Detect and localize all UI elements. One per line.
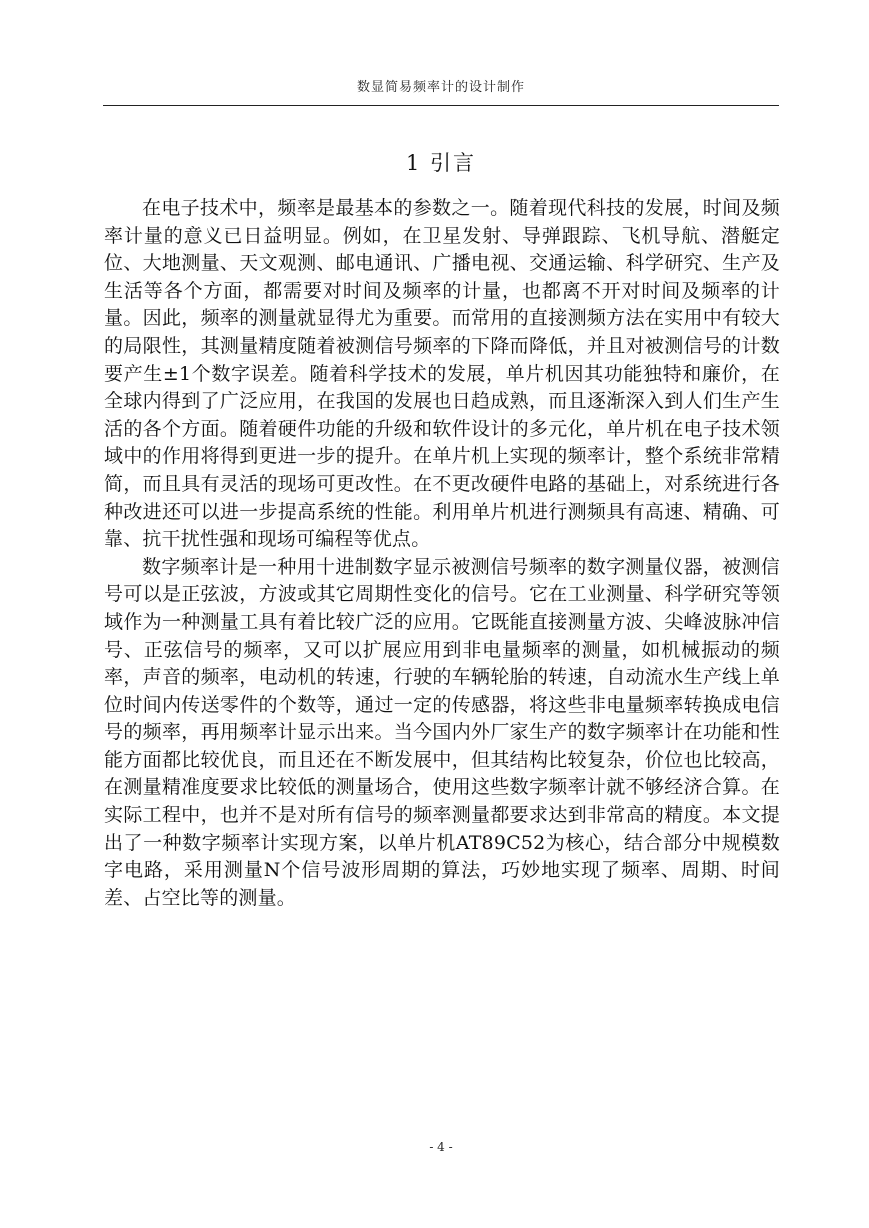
paragraph-intro: 在电子技术中，频率是最基本的参数之一。随着现代科技的发展，时间及频率计量的意义已日益明显。例如，在卫星发射、导弹跟踪、飞机导航、潜艇定位、大地测量、天文观测、邮电通讯、广播电视、交通运输、科学研究、生产及生活等各个方面，都需要对时间及频率的计量，也都离不开对时间及频率的计量。因此，频率的测量就显得尤为重要。而常用的直接测频方法在实用中有较大的局限性，其测量精度随着被测信号频率的下降而降低，并且对被测信号的计数要产生±1个数字误差。随着科学技术的发展，单片机因其功能独特和廉价，在全球内得到了广泛应用，在我国的发展也日趋成熟，而且逐渐深入到人们生产生活的各个方面。随着硬件功能的升级和软件设计的多元化，单片机在电子技术领域中的作用将得到更进一步的提升。在单片机上实现的频率计，整个系统非常精简，而且具有灵活的现场可更改性。在不更改硬件电路的基础上，对系统进行各种改进还可以进一步提高系统的性能。利用单片机进行测频具有高速、精确、可靠、抗干扰性强和现场可编程等优点。: [104, 197, 780, 551]
page-number: - 4 -: [429, 1140, 453, 1154]
section-title: 1 引言: [405, 151, 477, 175]
paragraph-frequency-meter: 数字频率计是一种用十进制数字显示被测信号频率的数字测量仪器，被测信号可以是正弦波，方波或其它周期性变化的信号。它在工业测量、科学研究等领域作为一种测量工具有着比较广泛的应用。它既能直接测量方波、尖峰波脉冲信号、正弦信号的频率，又可以扩展应用到非电量频率的测量，如机械振动的频率，声音的频率，电动机的转速，行驶的车辆轮胎的转速，自动流水生产线上单位时间内传送零件的个数等，通过一定的传感器，将这些非电量频率转换成电信号的频率，再用频率计显示出来。当今国内外厂家生产的数字频率计在功能和性能方面都比较优良，而且还在不断发展中，但其结构比较复杂，价位也比较高，在测量精准度要求比较低的测量场合，使用这些数字频率计就不够经济合算。在实际工程中，也并不是对所有信号的频率测量都要求达到非常高的精度。本文提出了一种数字频率计实现方案，以单片机AT89C52为核心，结合部分中规模数字电路，采用测量N个信号波形周期的算法，巧妙地实现了频率、周期、时间差、占空比等的测量。: [104, 555, 780, 909]
header-rule: [103, 105, 779, 106]
running-header: 数显简易频率计的设计制作: [356, 80, 525, 95]
body-text: [104, 195, 780, 912]
